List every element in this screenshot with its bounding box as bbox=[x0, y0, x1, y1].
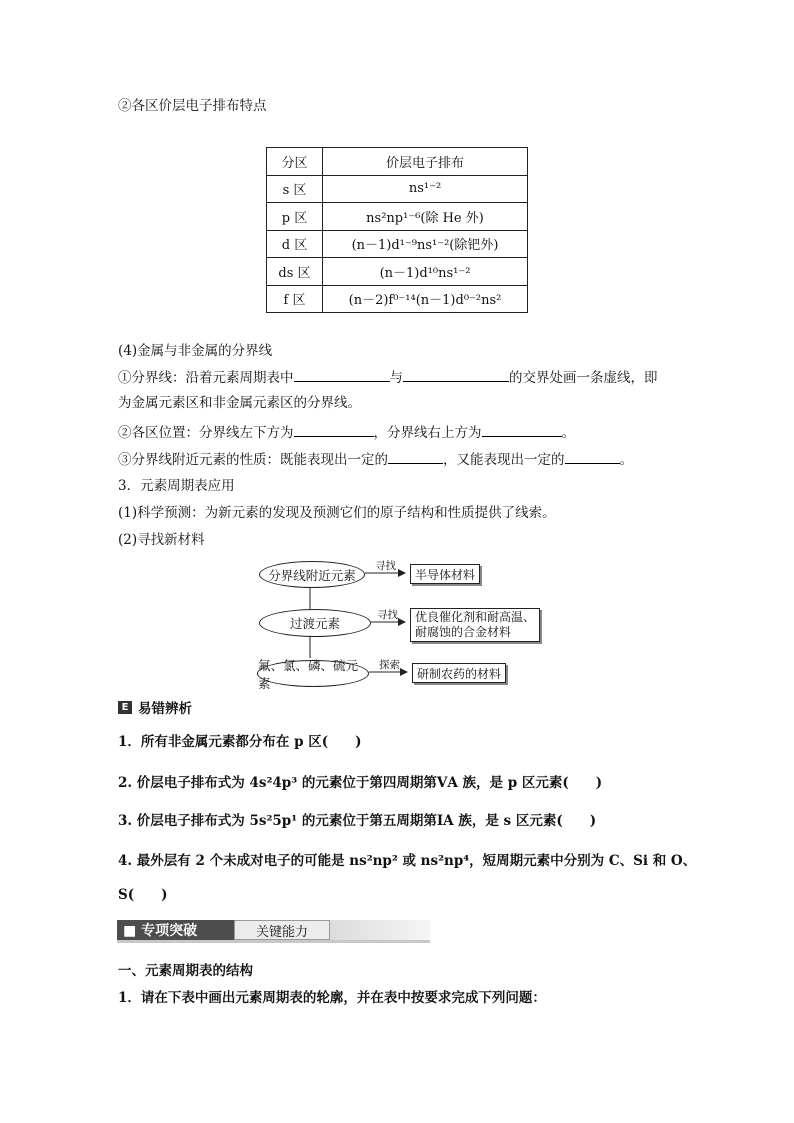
section-3-item-2: (2)寻找新材料 bbox=[118, 532, 205, 548]
text-fragment: 与 bbox=[389, 370, 403, 386]
section-4-item-1-cont: 为金属元素区和非金属元素区的分界线。 bbox=[118, 395, 361, 411]
oval-boundary-elements: 分界线附近元素 bbox=[259, 561, 365, 588]
arrow-label: 寻找 bbox=[375, 560, 396, 572]
part-1-question-1: 1．请在下表中画出元素周期表的轮廓，并在表中按要求完成下列问题： bbox=[118, 990, 546, 1006]
text-fragment: ①分界线：沿着元素周期表中 bbox=[118, 370, 294, 386]
table-cell-zone: s 区 bbox=[267, 175, 323, 203]
box-pesticide: 研制农药的材料 bbox=[412, 663, 506, 683]
special-topic-banner bbox=[117, 917, 430, 943]
error-question-1: 1．所有非金属元素都分布在 p 区( ) bbox=[118, 734, 362, 750]
valence-config-table bbox=[266, 147, 528, 313]
error-analysis-heading bbox=[118, 697, 192, 717]
banner-gradient bbox=[330, 920, 430, 940]
box-line: 优良催化剂和耐高温、 bbox=[415, 610, 536, 624]
text-fragment: 。 bbox=[619, 452, 633, 468]
fill-blank[interactable] bbox=[294, 422, 374, 437]
table-cell-zone: ds 区 bbox=[267, 258, 323, 286]
table-cell-zone: p 区 bbox=[267, 203, 323, 231]
error-question-3: 3. 价层电子排布式为 5s²5p¹ 的元素位于第五周期第ⅠA 族，是 s 区元素( ) bbox=[118, 813, 597, 829]
fill-blank[interactable] bbox=[482, 422, 562, 437]
table-cell-zone: d 区 bbox=[267, 230, 323, 258]
section-4-title: (4)金属与非金属的分界线 bbox=[118, 343, 273, 359]
fill-blank[interactable] bbox=[403, 367, 509, 382]
banner-tab-special: ■ 专项突破 bbox=[117, 920, 234, 940]
section-heading-valence: ②各区价层电子排布特点 bbox=[118, 98, 267, 114]
text-fragment: 的交界处画一条虚线，即 bbox=[509, 370, 658, 386]
text-fragment: 。 bbox=[561, 425, 575, 441]
section-3-title: 3．元素周期表应用 bbox=[118, 478, 235, 494]
section-4-item-2 bbox=[118, 422, 575, 443]
section-4-item-1 bbox=[118, 367, 658, 388]
text-fragment: ③分界线附近元素的性质：既能表现出一定的 bbox=[118, 452, 388, 468]
error-question-4-cont: S( ) bbox=[118, 887, 168, 903]
materials-diagram bbox=[255, 556, 545, 691]
section-4-item-3 bbox=[118, 449, 633, 470]
e-badge-icon: E bbox=[118, 701, 132, 714]
banner-tab-key-ability: 关键能力 bbox=[234, 920, 330, 940]
arrow-label: 寻找 bbox=[377, 609, 398, 621]
text-fragment: ，分界线右上方为 bbox=[373, 425, 482, 441]
banner-underline bbox=[117, 940, 430, 943]
error-question-2: 2. 价层电子排布式为 4s²4p³ 的元素位于第四周期第ⅤA 族，是 p 区元素( ) bbox=[118, 775, 603, 791]
box-line: 耐腐蚀的合金材料 bbox=[415, 625, 512, 639]
error-question-4: 4. 最外层有 2 个未成对电子的可能是 ns²np² 或 ns²np⁴，短周期元素中分别为 C、Si 和 O、 bbox=[118, 853, 697, 869]
oval-f-cl-p-s-elements: 氟、氯、磷、硫元素 bbox=[257, 660, 369, 687]
fill-blank[interactable] bbox=[388, 449, 443, 464]
table-header-cell: 分区 bbox=[267, 148, 323, 176]
table-row bbox=[267, 285, 528, 313]
table-row bbox=[267, 203, 528, 231]
table-cell-config: (n－1)d¹⁰ns¹⁻² bbox=[323, 258, 528, 286]
table-cell-zone: f 区 bbox=[267, 285, 323, 313]
error-analysis-title: 易错辨析 bbox=[138, 701, 192, 717]
table-row bbox=[267, 258, 528, 286]
arrow-label: 探索 bbox=[379, 659, 400, 671]
text-fragment: ②各区位置：分界线左下方为 bbox=[118, 425, 294, 441]
text-fragment: ，又能表现出一定的 bbox=[443, 452, 565, 468]
fill-blank[interactable] bbox=[294, 367, 390, 382]
table-cell-config: (n－2)f⁰⁻¹⁴(n－1)d⁰⁻²ns² bbox=[323, 285, 528, 313]
table-cell-config: (n－1)d¹⁻⁹ns¹⁻²(除钯外) bbox=[323, 230, 528, 258]
fill-blank[interactable] bbox=[565, 449, 620, 464]
table-row bbox=[267, 230, 528, 258]
table-header-row bbox=[267, 148, 528, 176]
part-1-title: 一、元素周期表的结构 bbox=[118, 963, 253, 979]
oval-transition-elements: 过渡元素 bbox=[259, 609, 371, 637]
section-3-item-1: (1)科学预测：为新元素的发现及预测它们的原子结构和性质提供了线索。 bbox=[118, 505, 556, 521]
table-header-cell: 价层电子排布 bbox=[323, 148, 528, 176]
table-cell-config: ns¹⁻² bbox=[323, 175, 528, 203]
table-row bbox=[267, 175, 528, 203]
table-cell-config: ns²np¹⁻⁶(除 He 外) bbox=[323, 203, 528, 231]
box-semiconductor: 半导体材料 bbox=[410, 564, 480, 584]
box-catalyst-alloy bbox=[410, 608, 540, 642]
